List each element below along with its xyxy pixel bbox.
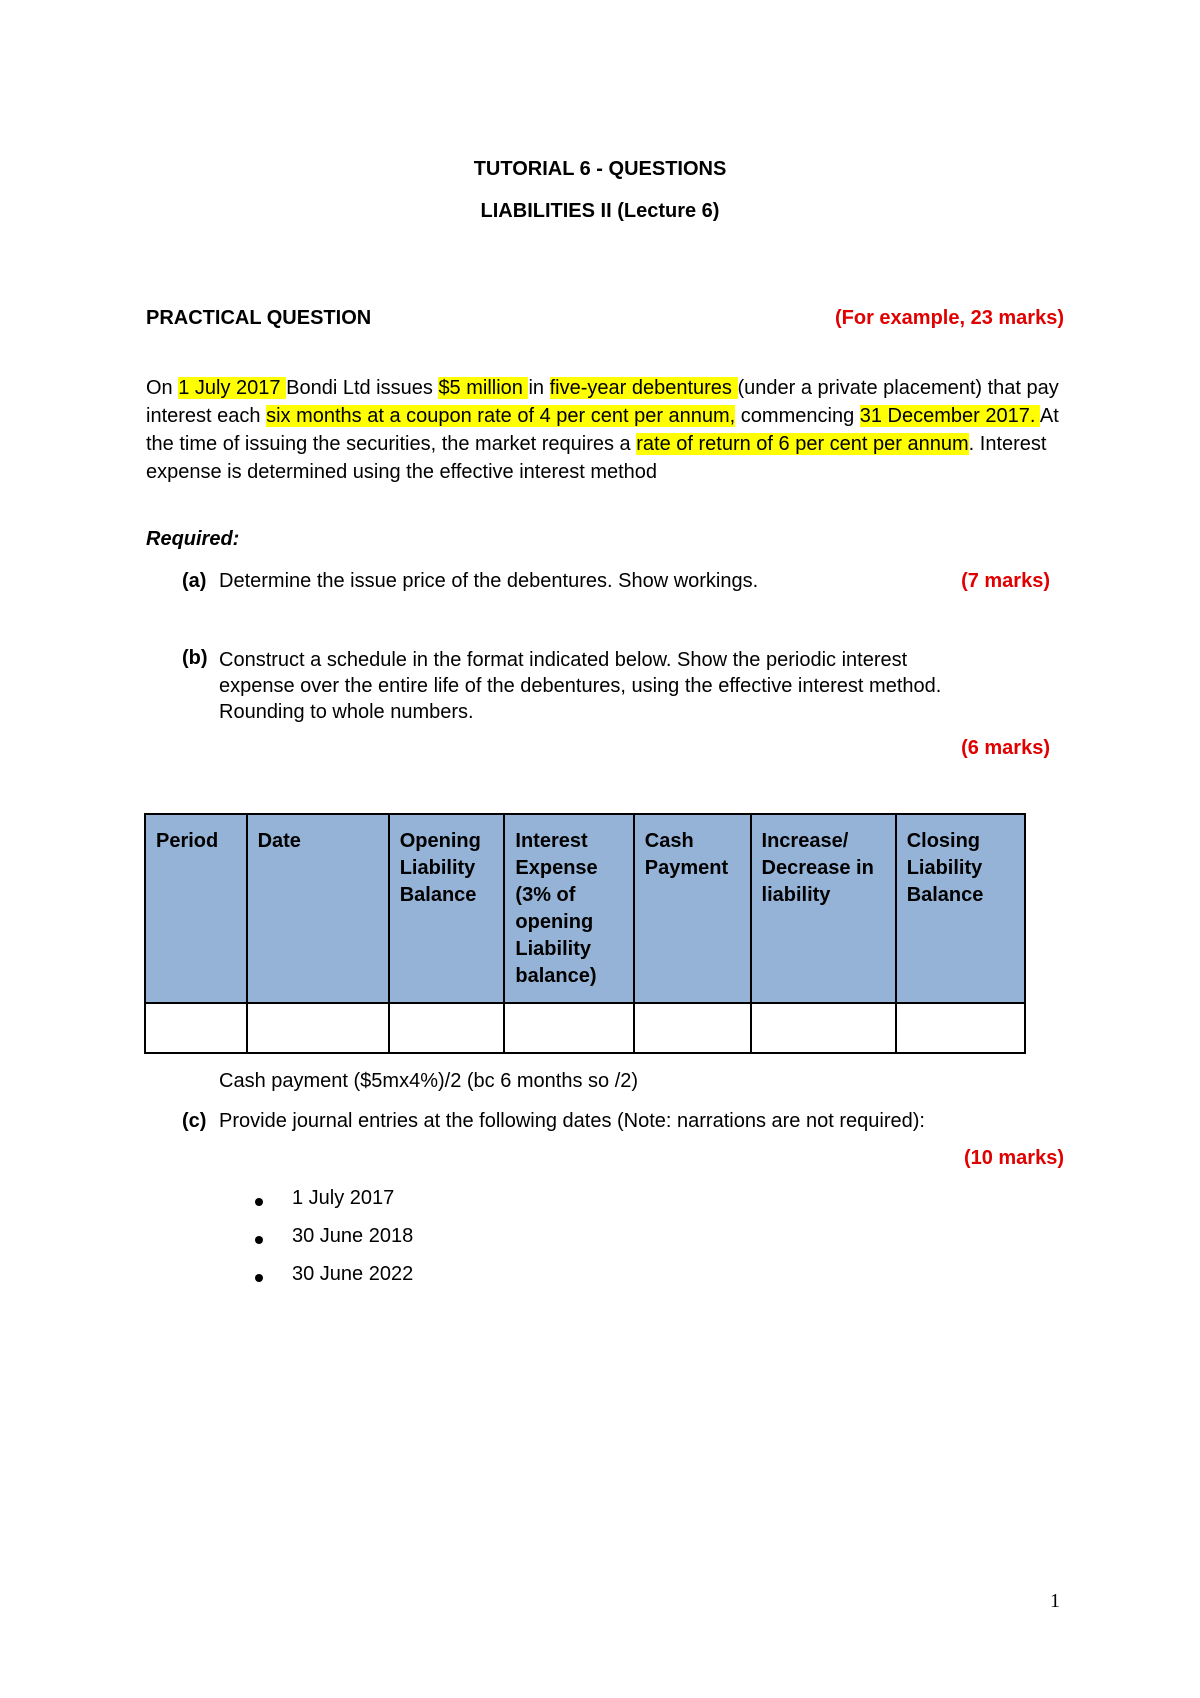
- cash-payment-note: Cash payment ($5mx4%)/2 (bc 6 months so /2): [219, 1070, 639, 1092]
- header-increase-decrease: Increase/ Decrease in liability: [751, 814, 896, 1003]
- part-a-text: Determine the issue price of the debentures. Show workings.: [219, 570, 759, 592]
- header-interest-expense: Interest Expense (3% of opening Liability balance): [504, 814, 633, 1003]
- bullet-dot: [255, 1274, 263, 1282]
- header-opening-liability: Opening Liability Balance: [389, 814, 505, 1003]
- practical-heading: PRACTICAL QUESTION: [146, 307, 372, 329]
- cell-closing: [896, 1003, 1025, 1053]
- cell-cash: [634, 1003, 751, 1053]
- header-period: Period: [145, 814, 247, 1003]
- part-c-label: (c): [182, 1110, 207, 1132]
- part-a-label: (a): [182, 570, 207, 592]
- part-c-marks: (10 marks): [963, 1147, 1064, 1169]
- schedule-header-row: [145, 814, 1025, 1003]
- part-b-text: Construct a schedule in the format indicated below. Show the periodic interest expense over the entire life of the debentures, using the effective interest method. Rounding to whole numbers.: [219, 649, 942, 723]
- part-b-label: (b): [182, 647, 208, 669]
- cell-period: [145, 1003, 247, 1053]
- required-label: Required:: [146, 528, 240, 550]
- cell-change: [751, 1003, 896, 1053]
- date-item-2: 30 June 2018: [292, 1225, 414, 1247]
- practical-marks: (For example, 23 marks): [835, 307, 1064, 329]
- page-number: 1: [1050, 1590, 1060, 1612]
- bullet-dot: [255, 1198, 263, 1206]
- header-cash-payment: Cash Payment: [634, 814, 751, 1003]
- schedule-table: [144, 813, 1026, 1054]
- cell-interest: [504, 1003, 633, 1053]
- part-b-marks: (6 marks): [961, 737, 1050, 759]
- page-subtitle: LIABILITIES II (Lecture 6): [480, 200, 720, 222]
- cell-date: [247, 1003, 389, 1053]
- header-closing-liability: Closing Liability Balance: [896, 814, 1025, 1003]
- part-a-marks: (7 marks): [961, 570, 1050, 592]
- cell-opening: [389, 1003, 505, 1053]
- schedule-empty-row: [145, 1003, 1025, 1053]
- date-item-1: 1 July 2017: [292, 1187, 395, 1209]
- date-item-3: 30 June 2022: [292, 1263, 414, 1285]
- header-date: Date: [247, 814, 389, 1003]
- part-c-text: Provide journal entries at the following dates (Note: narrations are not required):: [219, 1110, 925, 1132]
- bullet-dot: [255, 1236, 263, 1244]
- page-title: TUTORIAL 6 - QUESTIONS: [473, 158, 727, 180]
- intro-paragraph: On 1 July 2017 Bondi Ltd issues $5 million in five-year debentures (under a private placement) that pay interest each six months at a coupon rate of 4 per cent per annum, commencing 31 December 2017. At the time of issuing the securities, the market requires a rate of return of 6 per cent per annum. Interest expense is determined using the effective interest method: [146, 377, 1059, 483]
